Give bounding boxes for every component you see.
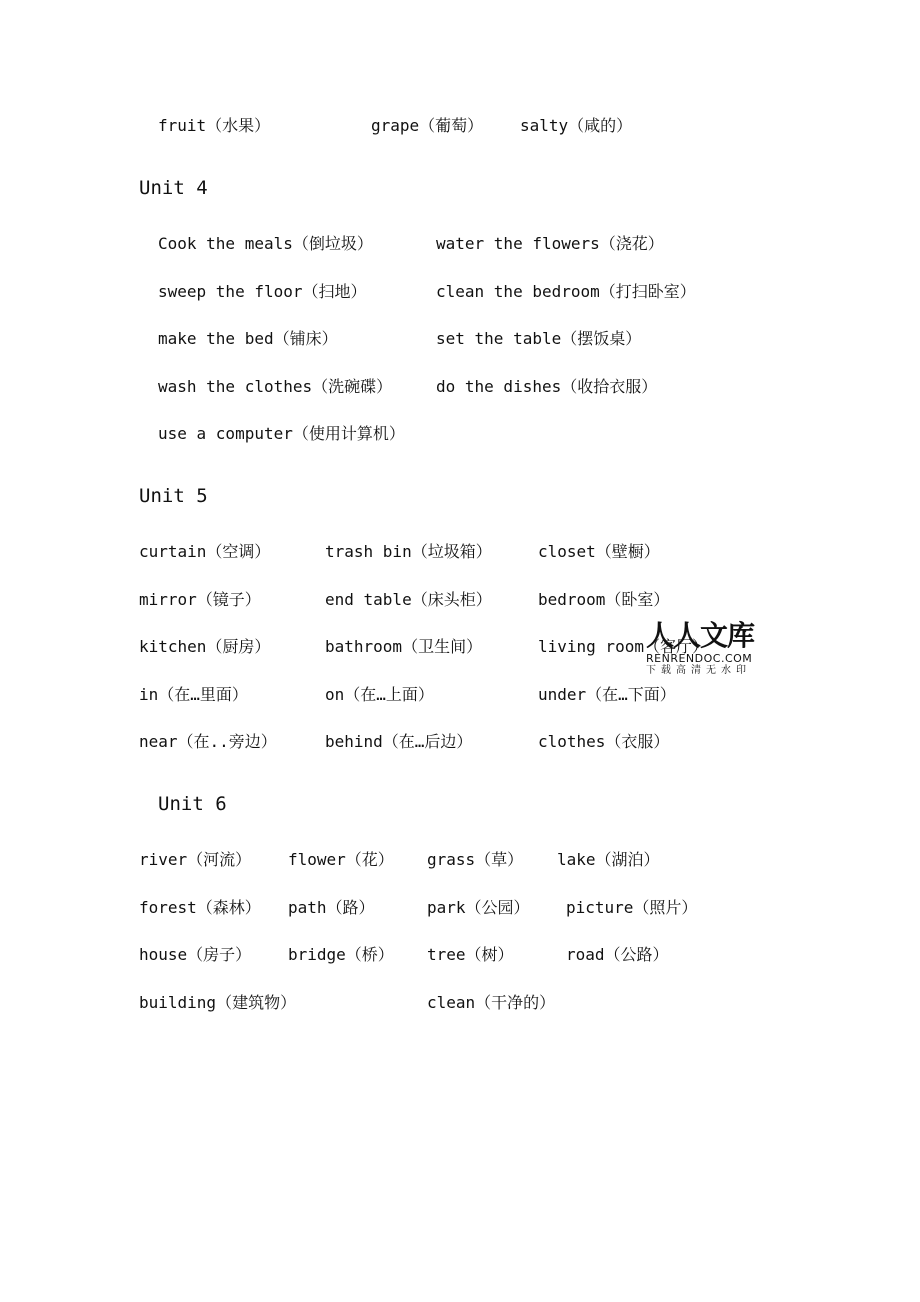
unit5-item: bathroom（卫生间） — [325, 637, 483, 656]
unit5-item: in（在…里面） — [139, 685, 248, 704]
unit6-item: house（房子） — [139, 945, 252, 964]
unit6-item: forest（森林） — [139, 898, 261, 917]
unit6-item: tree（树） — [427, 945, 514, 964]
unit5-item: clothes（衣服） — [538, 732, 670, 751]
unit6-item: lake（湖泊） — [557, 850, 660, 869]
unit4-item: clean the bedroom（打扫卧室） — [436, 282, 696, 301]
unit5-item: behind（在…后边） — [325, 732, 473, 751]
unit5-item: trash bin（垃圾箱） — [325, 542, 492, 561]
unit4-item: water the flowers（浇花） — [436, 234, 664, 253]
unit6-item: park（公园） — [427, 898, 530, 917]
unit5-item: closet（壁橱） — [538, 542, 660, 561]
unit5-item: living room（客厅） — [538, 637, 708, 656]
watermark-url: RENRENDOC.COM — [646, 652, 753, 665]
unit5-item: end table（床头柜） — [325, 590, 492, 609]
unit6-heading: Unit 6 — [158, 793, 227, 815]
unit6-item: path（路） — [288, 898, 375, 917]
unit5-item: near（在..旁边） — [139, 732, 277, 751]
vocab-fruit: fruit（水果） — [158, 116, 271, 135]
vocab-salty: salty（咸的） — [520, 116, 633, 135]
unit5-item: curtain（空调） — [139, 542, 271, 561]
unit4-item: set the table（摆饭桌） — [436, 329, 642, 348]
unit6-item: road（公路） — [566, 945, 669, 964]
unit4-item: wash the clothes（洗碗碟） — [158, 377, 393, 396]
watermark-logo — [646, 620, 774, 677]
unit6-item: grass（草） — [427, 850, 524, 869]
unit6-item: building（建筑物） — [139, 993, 297, 1012]
unit4-item: use a computer（使用计算机） — [158, 424, 405, 443]
unit6-item: river（河流） — [139, 850, 252, 869]
unit5-item: kitchen（厨房） — [139, 637, 271, 656]
unit4-heading: Unit 4 — [139, 177, 208, 199]
unit4-item: make the bed（铺床） — [158, 329, 338, 348]
vocab-grape: grape（葡萄） — [371, 116, 484, 135]
unit5-item: mirror（镜子） — [139, 590, 261, 609]
watermark-tagline: 下载高清无水印 — [646, 665, 751, 676]
unit4-item: do the dishes（收拾衣服） — [436, 377, 658, 396]
unit6-item: picture（照片） — [566, 898, 698, 917]
unit5-item: on（在…上面） — [325, 685, 434, 704]
unit5-heading: Unit 5 — [139, 485, 208, 507]
watermark-brand: 人人文库 — [646, 619, 755, 652]
unit5-item: bedroom（卧室） — [538, 590, 670, 609]
unit4-item: Cook the meals（倒垃圾） — [158, 234, 373, 253]
unit6-item: bridge（桥） — [288, 945, 394, 964]
unit5-item: under（在…下面） — [538, 685, 676, 704]
unit6-item: clean（干净的） — [427, 993, 556, 1012]
unit6-item: flower（花） — [288, 850, 394, 869]
unit4-item: sweep the floor（扫地） — [158, 282, 367, 301]
